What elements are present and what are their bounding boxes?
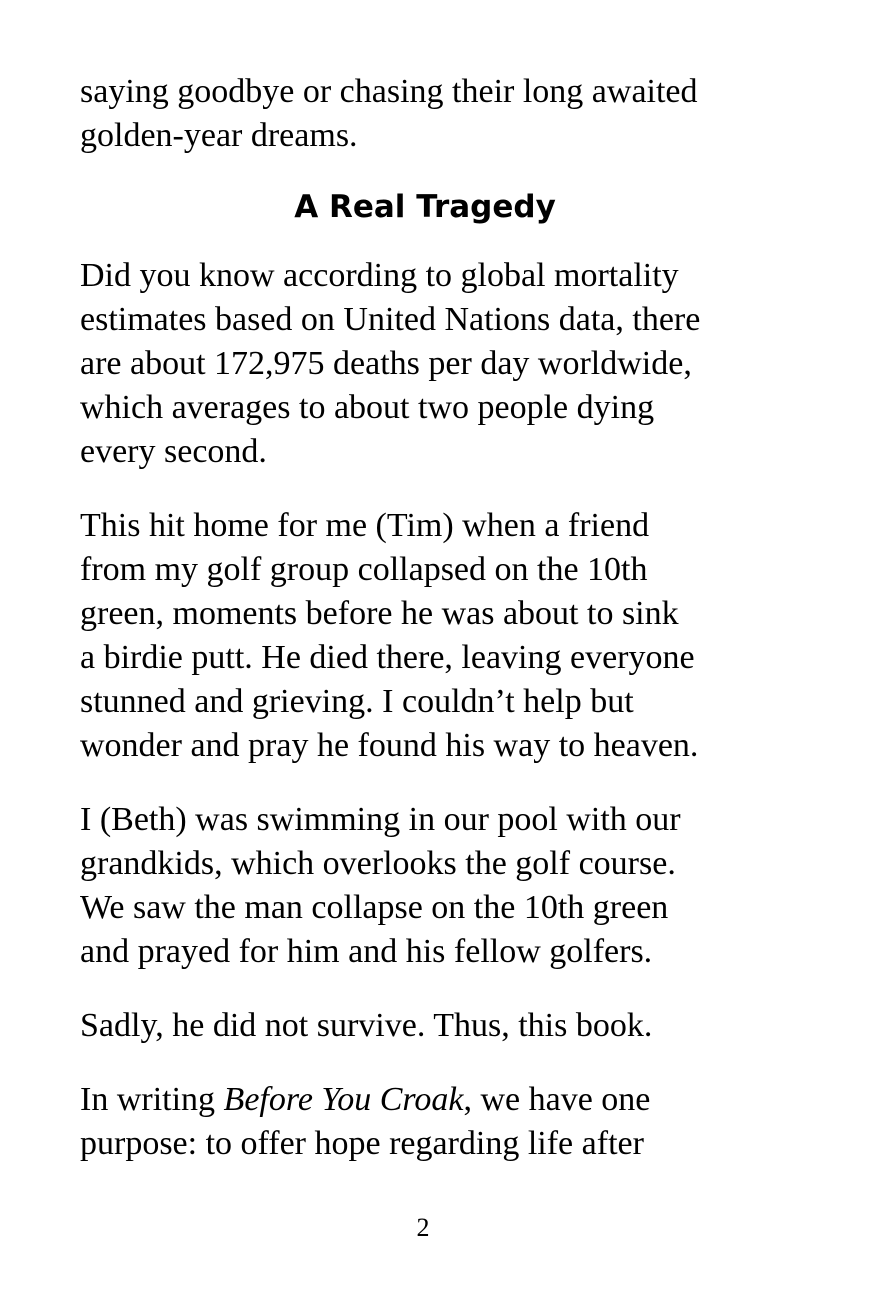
text-line: wonder and pray he found his way to heaven.	[80, 727, 699, 764]
paragraph-mortality	[80, 254, 770, 474]
text-line: stunned and grieving. I couldn’t help but	[80, 683, 634, 720]
text-line: from my golf group collapsed on the 10th	[80, 551, 648, 588]
text-line: are about 172,975 deaths per day worldwide,	[80, 345, 692, 382]
intro-paragraph	[80, 70, 770, 158]
text-line: purpose: to offer hope regarding life after	[80, 1125, 644, 1162]
paragraph-purpose	[80, 1078, 770, 1166]
text-line: a birdie putt. He died there, leaving everyone	[80, 639, 695, 676]
paragraph-survive	[80, 1004, 770, 1048]
section-heading: A Real Tragedy	[294, 189, 556, 225]
text-line: golden-year dreams.	[80, 117, 358, 154]
page-number: 2	[416, 1213, 430, 1242]
text-line: saying goodbye or chasing their long awaited	[80, 73, 698, 110]
text-run: , we have one	[463, 1081, 651, 1118]
text-line: This hit home for me (Tim) when a friend	[80, 507, 650, 544]
paragraph-tim	[80, 504, 770, 768]
text-line	[80, 1078, 770, 1122]
paragraph-beth	[80, 798, 770, 974]
text-line: Sadly, he did not survive. Thus, this book.	[80, 1007, 653, 1044]
text-line: grandkids, which overlooks the golf course.	[80, 845, 676, 882]
text-line: estimates based on United Nations data, there	[80, 301, 701, 338]
text-line: green, moments before he was about to sink	[80, 595, 679, 632]
text-line: I (Beth) was swimming in our pool with our	[80, 801, 681, 838]
text-run: In writing	[80, 1081, 224, 1118]
text-line: which averages to about two people dying	[80, 389, 655, 426]
text-line: every second.	[80, 433, 267, 470]
text-line: Did you know according to global mortality	[80, 257, 679, 294]
book-page	[80, 70, 770, 1166]
book-title: Before You Croak	[223, 1081, 464, 1118]
text-line: We saw the man collapse on the 10th green	[80, 889, 669, 926]
text-line: and prayed for him and his fellow golfers.	[80, 933, 653, 970]
